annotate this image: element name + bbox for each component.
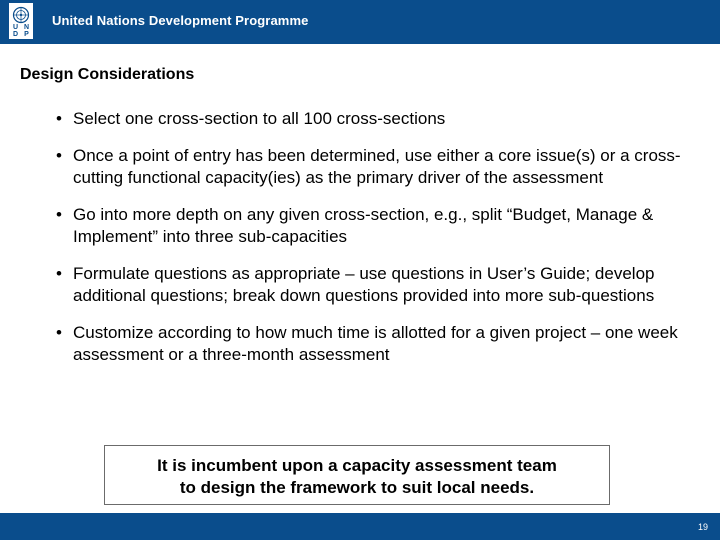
callout-line: It is incumbent upon a capacity assessment team — [157, 456, 557, 475]
bullet-item — [56, 108, 696, 130]
footer-bar — [0, 513, 720, 540]
callout-box — [104, 445, 610, 505]
bullet-dot-icon: • — [56, 109, 62, 128]
logo-letter: U — [12, 24, 19, 31]
bullet-item — [56, 263, 696, 307]
header-bar — [0, 0, 720, 44]
bullet-text: Once a point of entry has been determined, use either a core issue(s) or a cross-cutting functional capacity(ies) as the primary driver of the assessment — [73, 146, 681, 187]
logo-letters — [10, 24, 32, 38]
bullet-item — [56, 204, 696, 248]
undp-logo — [8, 2, 34, 40]
bullet-text: Customize according to how much time is allotted for a given project – one week assessment or a three-month assessment — [73, 323, 678, 364]
logo-letter: N — [23, 24, 30, 31]
bullet-dot-icon: • — [56, 264, 62, 283]
logo-letter: D — [12, 31, 19, 38]
bullet-dot-icon: • — [56, 146, 62, 165]
bullet-text: Formulate questions as appropriate – use questions in User’s Guide; develop additional questions; break down questions provided into more sub-questions — [73, 264, 655, 305]
bullet-text: Select one cross-section to all 100 cross-sections — [73, 109, 446, 128]
slide-title: Design Considerations — [20, 66, 195, 83]
callout-line: to design the framework to suit local needs. — [179, 478, 535, 497]
bullet-dot-icon: • — [56, 323, 62, 342]
page-number: 19 — [697, 522, 708, 532]
bullet-item — [56, 145, 696, 189]
bullet-dot-icon: • — [56, 205, 62, 224]
organization-name: United Nations Development Programme — [52, 13, 309, 28]
bullet-item — [56, 322, 696, 366]
logo-letter: P — [24, 31, 29, 38]
un-emblem-icon — [12, 6, 30, 24]
bullet-text: Go into more depth on any given cross-section, e.g., split “Budget, Manage & Implement” into three sub-capacities — [73, 205, 654, 246]
bullet-list — [56, 108, 696, 381]
